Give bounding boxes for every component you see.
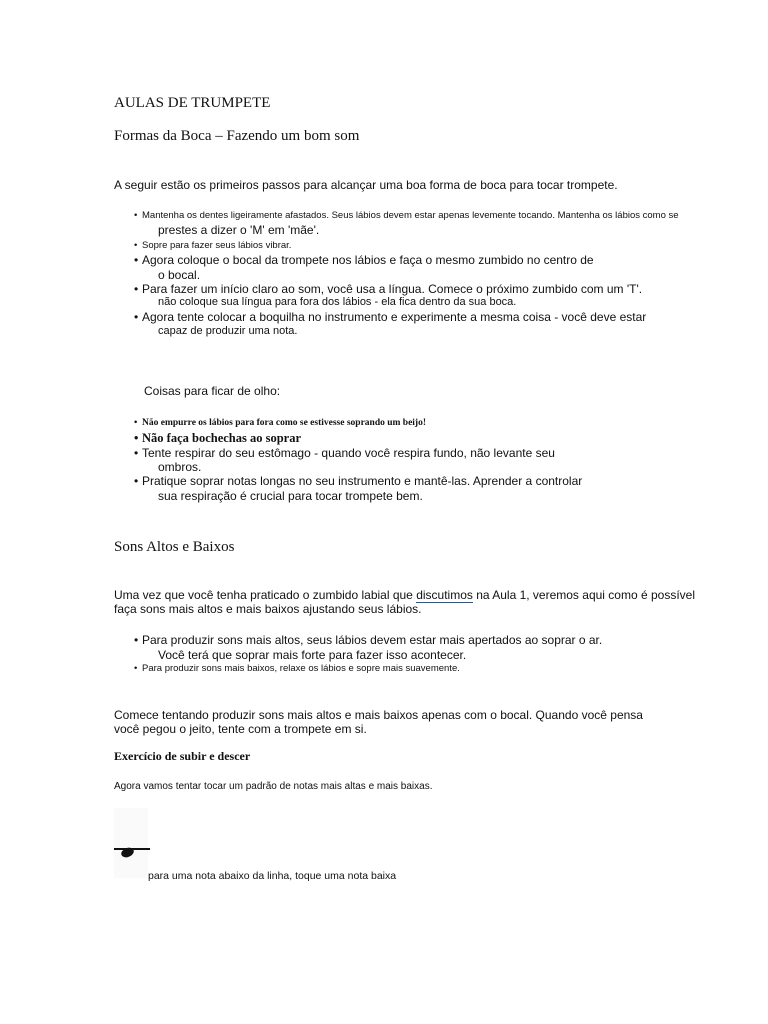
- bullet-icon: •: [134, 210, 138, 221]
- list-item: • Para produzir sons mais baixos, relaxe os lábios e sopre mais suavemente.: [134, 663, 460, 674]
- bullet-icon: •: [134, 418, 138, 428]
- music-notation-image: [114, 808, 148, 878]
- watch-heading: Coisas para ficar de olho:: [144, 384, 281, 398]
- bullet-icon: •: [134, 663, 138, 674]
- list-item: • Tente respirar do seu estômago - quando você respira fundo, não levante seu: [134, 446, 555, 460]
- list-item: • Não faça bochechas ao soprar: [134, 431, 302, 445]
- notation-caption: para uma nota abaixo da linha, toque uma nota baixa: [148, 870, 397, 882]
- list-item-continuation: capaz de produzir uma nota.: [158, 325, 298, 337]
- bullet-icon: •: [134, 240, 138, 251]
- bullet-icon: •: [134, 310, 139, 324]
- list-item: • Para fazer um início claro ao som, você usa a língua. Comece o próximo zumbido com um 'T'.: [134, 282, 643, 296]
- section-heading-high-low: Sons Altos e Baixos: [114, 539, 235, 555]
- lesson-link[interactable]: discutimos: [416, 588, 473, 602]
- bullet-icon: •: [134, 474, 139, 488]
- bullet-icon: •: [134, 446, 139, 460]
- list-item-continuation: ombros.: [158, 460, 202, 474]
- list-item-continuation: prestes a dizer o 'M' em 'mãe'.: [158, 223, 320, 237]
- list-item-continuation: não coloque sua língua para fora dos lábios - ela fica dentro da sua boca.: [158, 296, 517, 308]
- list-item: • Pratique soprar notas longas no seu instrumento e mantê-las. Aprender a controlar: [134, 474, 583, 488]
- bullet-icon: •: [134, 282, 139, 296]
- document-title: AULAS DE TRUMPETE: [114, 95, 271, 111]
- list-item-continuation: sua respiração é crucial para tocar trompete bem.: [158, 489, 423, 503]
- list-item-continuation: Você terá que soprar mais forte para fazer isso acontecer.: [158, 648, 467, 662]
- section-intro: A seguir estão os primeiros passos para alcançar uma boa forma de boca para tocar trompete.: [114, 178, 618, 192]
- bullet-icon: •: [134, 633, 139, 647]
- paragraph: Comece tentando produzir sons mais altos e mais baixos apenas com o bocal. Quando você pensa: [114, 708, 643, 722]
- list-item: • Para produzir sons mais altos, seus lábios devem estar mais apertados ao soprar o ar.: [134, 633, 603, 647]
- list-item: • Mantenha os dentes ligeiramente afastados. Seus lábios devem estar apenas levemente tocando. Mantenha os lábios como se: [134, 210, 679, 221]
- exercise-heading: Exercício de subir e descer: [114, 749, 251, 763]
- section-intro-continuation: faça sons mais altos e mais baixos ajustando seus lábios.: [114, 602, 422, 616]
- section-intro: Uma vez que você tenha praticado o zumbido labial que discutimos na Aula 1, veremos aqui como é possível: [114, 588, 695, 602]
- list-item: • Não empurre os lábios para fora como se estivesse soprando um beijo!: [134, 418, 427, 428]
- bullet-icon: •: [134, 431, 139, 445]
- list-item-continuation: o bocal.: [158, 268, 201, 282]
- section-heading-mouth-shape: Formas da Boca – Fazendo um bom som: [114, 128, 360, 144]
- list-item: • Agora tente colocar a boquilha no instrumento e experimente a mesma coisa - você deve estar: [134, 310, 647, 324]
- exercise-text: Agora vamos tentar tocar um padrão de notas mais altas e mais baixas.: [114, 781, 433, 792]
- bullet-icon: •: [134, 253, 139, 267]
- list-item: • Agora coloque o bocal da trompete nos lábios e faça o mesmo zumbido no centro de: [134, 253, 594, 267]
- list-item: • Sopre para fazer seus lábios vibrar.: [134, 240, 292, 251]
- paragraph-continuation: você pegou o jeito, tente com a trompete em si.: [114, 722, 367, 736]
